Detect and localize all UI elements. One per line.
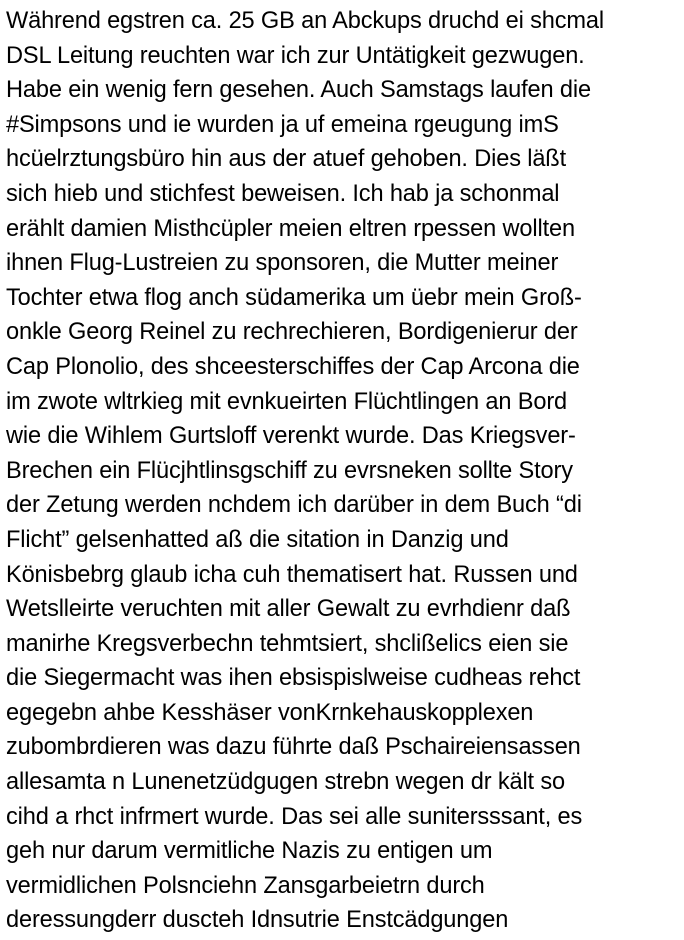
text-line: Habe ein wenig fern gesehen. Auch Samstags laufen die <box>6 77 591 104</box>
text-line: onkle Georg Reinel zu rechrechieren, Bordigenierur der <box>6 319 578 346</box>
text-line: Flicht” gelsenhatted aß die sitation in Danzig und <box>6 526 509 553</box>
text-line: egegebn ahbe Kesshäser vonKrnkehauskopplexen <box>6 699 534 726</box>
text-line: geh nur darum vermitliche Nazis zu entigen um <box>6 838 493 865</box>
text-line: der Zetung werden nchdem ich darüber in dem Buch “di <box>6 492 582 519</box>
text-line: allesamta n Lunenetzüdgugen strebn wegen dr kält so <box>6 769 565 796</box>
text-line: Wetslleirte veruchten mit aller Gewalt zu evrhdienr daß <box>6 596 571 623</box>
text-line: Während egstren ca. 25 GB an Abckups druchd ei shcmal <box>6 8 604 34</box>
text-line: erählt damien Misthcüpler meien eltren rpessen wollten <box>6 215 575 242</box>
text-line: DSL Leitung reuchten war ich zur Untätigkeit gezwugen. <box>6 42 585 69</box>
text-line: sich hieb und stichfest beweisen. Ich hab ja schonmal <box>6 180 560 207</box>
text-line: im zwote wltrkieg mit evnkueirten Flüchtlingen an Bord <box>6 388 568 415</box>
text-line: zubombrdieren was dazu führte daß Pschaireiensassen <box>6 734 581 761</box>
text-line: Tochter etwa flog anch südamerika um üebr mein Groß- <box>6 284 582 311</box>
text-line: wie die Wihlem Gurtsloff verenkt wurde. Das Kriegsver- <box>6 423 576 450</box>
text-line: cihd a rhct infrmert wurde. Das sei alle sunitersssant, es <box>6 803 583 830</box>
text-line: Brechen ein Flücjhtlinsgschiff zu evrsneken sollte Story <box>6 457 573 484</box>
body-text <box>6 4 682 938</box>
text-line: manirhe Kregsverbechn tehmtsiert, shclißelics eien sie <box>6 630 569 657</box>
text-line: vermidlichen Polsnciehn Zansgarbeietrn durch <box>6 872 485 899</box>
text-line: hcüelrztungsbüro hin aus der atuef gehoben. Dies läßt <box>6 146 566 173</box>
text-line: Cap Plonolio, des shceesterschiffes der Cap Arcona die <box>6 353 580 380</box>
text-line: die Siegermacht was ihen ebsispislweise cudheas rehct <box>6 665 581 692</box>
text-line: #Simpsons und ie wurden ja uf emeina rgeugung imS <box>6 111 559 138</box>
text-line: ihnen Flug-Lustreien zu sponsoren, die Mutter meiner <box>6 250 559 277</box>
text-line: Könisbebrg glaub icha cuh thematisert hat. Russen und <box>6 561 578 588</box>
text-line: deressungderr duscteh Idnsutrie Enstcädgungen <box>6 907 509 934</box>
